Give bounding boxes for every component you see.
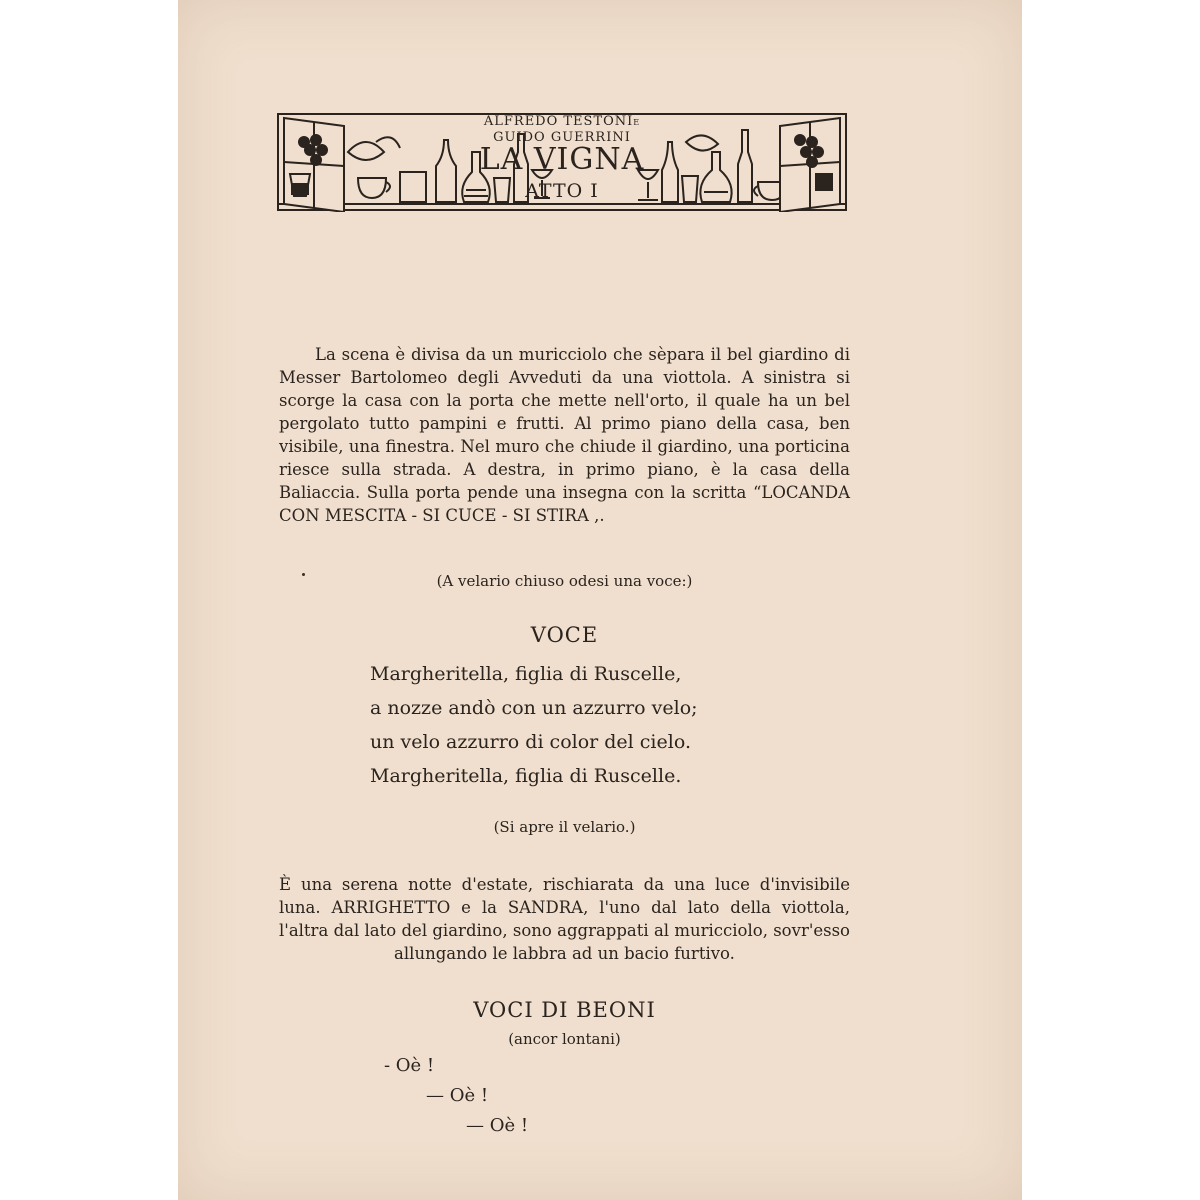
scene-paragraph-2: È una serena notte d'estate, rischiarata da una luce d'invisibile luna. ARRIGHETTO e la SANDRA, l'uno dal lato della viottola, l'altra dal lato del giardino, sono aggrappati al muricciolo, sovr'esso allungando le labbra ad un bacio furtivo. [279, 875, 850, 963]
verse-block [370, 657, 810, 793]
shout-line: — Oè ! [426, 1085, 489, 1106]
play-title: LA VIGNA [479, 142, 645, 177]
authors-line-2: GUIDO GUERRINI [493, 130, 631, 145]
title-frieze [276, 112, 848, 212]
authors-line-1: ALFREDO TESTONIE [483, 114, 641, 129]
scene-description [279, 343, 850, 527]
verse-line: Margheritella, figlia di Ruscelle. [370, 765, 682, 787]
verse-line: a nozze andò con un azzurro velo; [370, 697, 698, 719]
stage-direction-distant: (ancor lontani) [508, 1030, 621, 1048]
act-heading: ATTO I [525, 180, 599, 202]
shout-line: — Oè ! [466, 1115, 529, 1136]
speaker-voci-di-beoni: VOCI DI BEONI [473, 998, 656, 1022]
stage-direction-voice: (A velario chiuso odesi una voce:) [436, 572, 693, 590]
verse-line: un velo azzurro di color del cielo. [370, 731, 691, 753]
verse-line: Margheritella, figlia di Ruscelle, [370, 663, 682, 685]
stage-direction-curtain: (Si apre il velario.) [493, 818, 636, 836]
speaker-voce: VOCE [530, 623, 599, 647]
scene-description-text: La scena è divisa da un muricciolo che sèpara il bel giardino di Messer Bartolomeo degli Avveduti da una viottola. A sinistra si scorge la casa con la porta che mette nell'orto, il quale ha un bel pergolato tutto pampini e frutti. Al primo piano della casa, ben visibile, una finestra. Nel muro che chiude il giardino, una porticina riesce sulla strada. A destra, in primo piano, è la casa della Baliaccia. Sulla porta pende una insegna con la scritta “LOCANDA CON MESCITA - SI CUCE - SI STIRA ,. [279, 345, 850, 525]
shout-line: - Oè ! [384, 1055, 435, 1076]
